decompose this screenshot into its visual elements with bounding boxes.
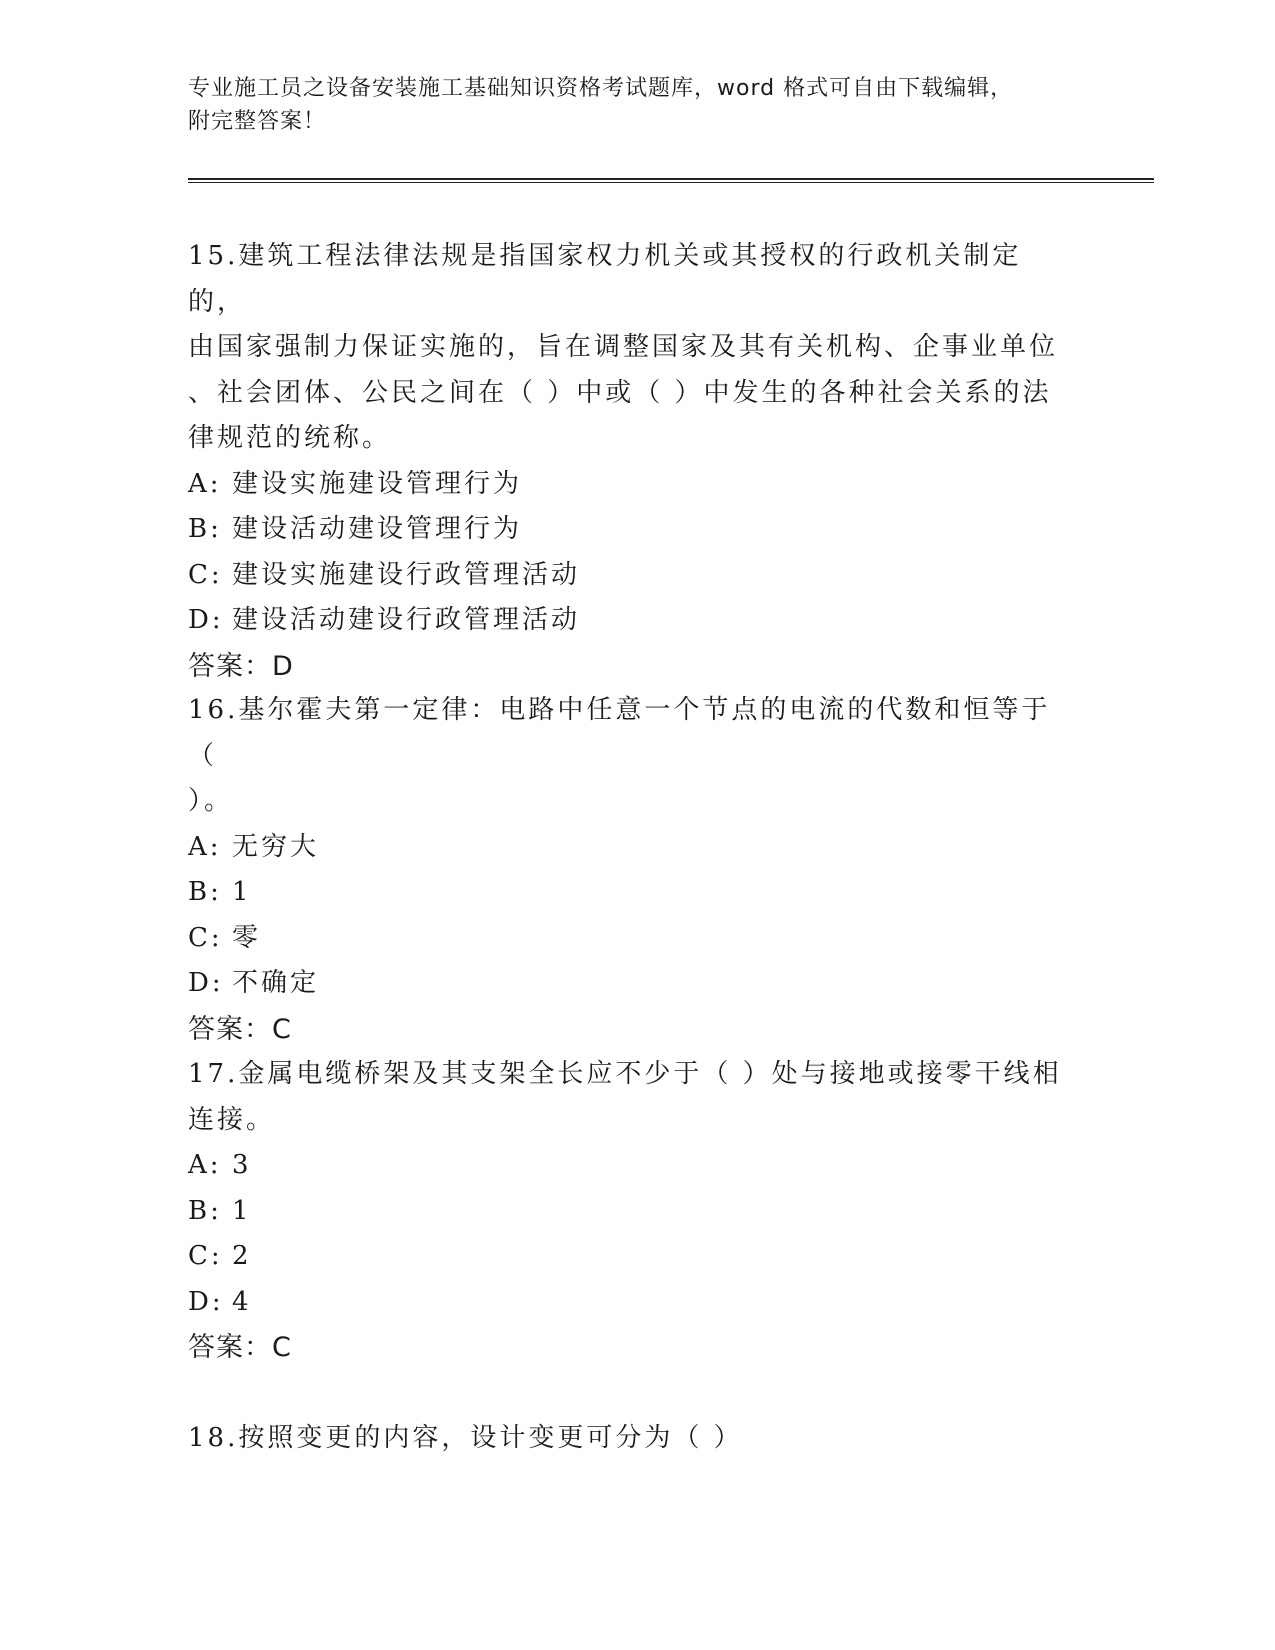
stem-line: ）。 [188,786,234,816]
option-list [188,462,1068,644]
question-stem [188,234,1068,462]
option-c [188,1234,1068,1280]
stem-line: 连接。 [188,1104,276,1135]
option-text: 建设实施建设行政管理活动 [232,559,581,590]
option-letter: D: [188,605,224,635]
option-letter: A: [188,468,222,499]
option-text: 建设实施建设管理行为 [232,468,523,499]
answer-line: 答案：C [188,1332,292,1363]
question-18 [188,1416,1068,1462]
stem-line: 由国家强制力保证实施的，旨在调整国家及其有关机构、企事业单位 [188,332,1059,362]
question-16 [188,688,1068,1052]
question-stem [188,688,1068,825]
option-letter: D: [188,968,224,998]
option-text: 2 [232,1241,252,1271]
option-text: 1 [232,1195,252,1226]
option-d [188,961,1068,1007]
question-stem [188,1416,1068,1462]
option-text: 建设活动建设行政管理活动 [232,605,581,635]
answer-line: 答案：D [188,650,294,682]
header-divider-top [188,178,1154,180]
option-text: 4 [232,1286,252,1317]
option-a [188,825,1068,871]
option-a [188,462,1068,508]
option-letter: C: [188,922,223,953]
option-letter: B: [188,1195,222,1226]
option-d [188,598,1068,644]
option-letter: B: [188,877,222,907]
option-letter: C: [188,1241,223,1271]
option-text: 零 [232,922,262,953]
option-letter: A: [188,831,222,862]
stem-line: 18.按照变更的内容，设计变更可分为（ ） [188,1423,743,1453]
document-header [188,72,1088,138]
question-15 [188,234,1068,689]
option-text: 不确定 [232,968,320,998]
header-divider-bottom [188,182,1154,183]
option-text: 无穷大 [232,831,320,862]
option-a [188,1143,1068,1189]
stem-line: 15.建筑工程法律法规是指国家权力机关或其授权的行政机关制定的， [188,241,1022,317]
option-b [188,870,1068,916]
option-letter: D: [188,1286,224,1317]
stem-line: 17.金属电缆桥架及其支架全长应不少于（ ）处与接地或接零干线相 [188,1059,1062,1089]
stem-line: 律规范的统称。 [188,423,392,453]
option-text: 1 [232,877,252,907]
option-letter: C: [188,559,223,590]
question-17 [188,1052,1068,1371]
option-c [188,916,1068,962]
option-b [188,507,1068,553]
header-line-2: 附完整答案！ [188,109,327,134]
option-text: 建设活动建设管理行为 [232,514,523,544]
answer-line: 答案：C [188,1013,292,1045]
option-text: 3 [232,1150,252,1180]
option-b [188,1189,1068,1235]
option-d [188,1280,1068,1326]
stem-line: 16.基尔霍夫第一定律：电路中任意一个节点的电流的代数和恒等于（ [188,695,1051,771]
question-stem [188,1052,1068,1143]
option-c [188,553,1068,599]
option-letter: B: [188,514,222,544]
stem-line: 、社会团体、公民之间在（ ）中或（ ）中发生的各种社会关系的法 [188,377,1052,408]
option-letter: A: [188,1150,222,1180]
option-list [188,1143,1068,1325]
header-line-1: 专业施工员之设备安装施工基础知识资格考试题库，word 格式可自由下载编辑， [188,76,1014,101]
option-list [188,825,1068,1007]
